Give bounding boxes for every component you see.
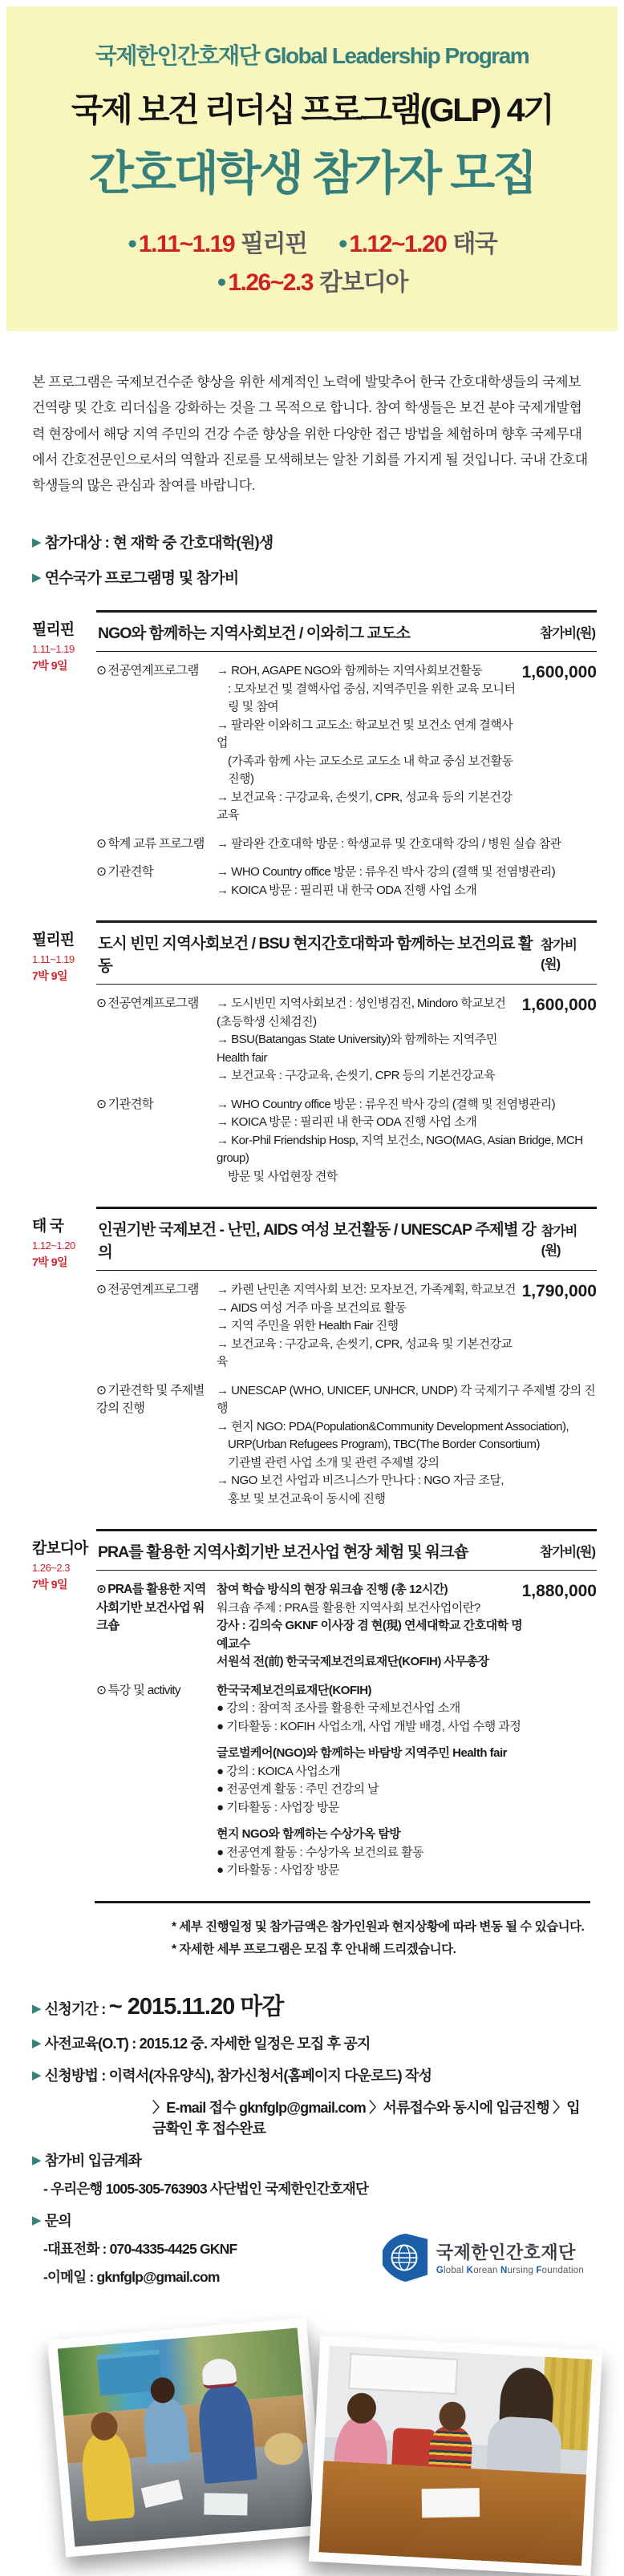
circle-dot-icon: ⊙ <box>96 1097 107 1111</box>
contact-phone: -대표전화 : 070-4335-4425 GKNF <box>43 2240 237 2257</box>
triangle-icon: ▶ <box>32 2036 41 2050</box>
program-section-philippines-1 <box>32 610 597 900</box>
triangle-icon: ▶ <box>32 2001 41 2016</box>
program-line: → 카렌 난민촌 지역사회 보건: 모자보건, 가족계획, 학교보건 <box>217 1283 516 1297</box>
date-label: 1.11~1.19 <box>32 953 75 966</box>
program-line: ● 기타활동 : KOFIH 사업소개, 사업 개발 배경, 사업 수행 과정 <box>217 1719 521 1733</box>
program-notes <box>95 1901 590 1961</box>
program-line: 글로벌케어(NGO)와 함께하는 바탐방 지역주민 Health fair <box>217 1746 508 1761</box>
program-sections <box>0 610 624 1880</box>
program-line: → 팔라완 간호대학 방문 : 학생교류 및 간호대학 강의 / 병원 실습 참관 <box>217 836 561 851</box>
schedule-item-philippines <box>128 231 313 257</box>
triangle-icon: ▶ <box>32 2213 41 2227</box>
program-line: 방문 및 사업현장 견학 <box>228 1169 338 1183</box>
circle-dot-icon: ⊙ <box>96 664 107 678</box>
dot-icon: ● <box>338 234 347 253</box>
country-label: 필리핀 <box>32 621 75 639</box>
fee-header-label: 참가비(원) <box>541 1224 577 1259</box>
photo-strip <box>0 2322 624 2570</box>
logo-text <box>436 2239 584 2275</box>
fee-header-label: 참가비(원) <box>540 1545 595 1560</box>
duration-label: 7박 9일 <box>32 1256 68 1269</box>
contact-block <box>32 2210 592 2287</box>
program-row <box>96 1581 597 1672</box>
program-line: URP(Urban Refugees Program), TBC(The Border Consortium) <box>228 1438 541 1452</box>
program-line: ● 강의 : KOICA 사업소개 <box>217 1764 341 1778</box>
logo-korean-name: 국제한인간호재단 <box>436 2242 576 2263</box>
program-line: ● 강의 : 참여적 조사를 활용한 국제보건사업 소개 <box>217 1701 460 1716</box>
info-bullets <box>32 531 592 588</box>
program-side <box>32 610 90 900</box>
duration-label: 7박 9일 <box>32 1578 68 1591</box>
apply-period-line <box>32 1988 592 2021</box>
program-title: 국제 보건 리더십 프로그램(GLP) 4기 <box>71 91 553 128</box>
circle-dot-icon: ⊙ <box>96 865 107 880</box>
schedule-dates-text: 1.12~1.20 <box>349 231 447 257</box>
poster-banner <box>6 6 618 331</box>
triangle-icon: ▶ <box>32 536 41 550</box>
bullet-target <box>32 531 592 552</box>
row-label: ⊙ 기관견학 <box>96 865 153 880</box>
program-line: → 팔라완 이와히그 교도소: 학교보건 및 보건소 연계 결핵사업 <box>217 718 513 750</box>
program-line: 기관별 관련 사업 소개 및 관련 주제별 강의 <box>228 1455 440 1470</box>
note-line: * 자세한 세부 프로그램은 모집 후 안내해 드리겠습니다. <box>172 1942 456 1956</box>
dot-icon: ● <box>217 273 226 291</box>
intro-paragraph: 본 프로그램은 국제보건수준 향상을 위한 세계적인 노력에 발맞추어 한국 간호대학생들의 국제보건역량 및 간호 리더십을 강화하는 것을 그 목적으로 합니다. 참여 학생들은 보건 분야 국제개발협력 현장에서 해당 지역 주민의 건강 수준 향상을 위한 다양한 접근 방법을 체험하며 향후 국제무대에서 간호전문인으로서의 역할과 진로를 모색해보는 알찬 기회를 가지게 될 것입니다. 국내 간호대학생들의 많은 관심과 참여를 바랍니다. <box>32 374 588 494</box>
application-info <box>32 1988 592 2287</box>
program-line: 워크숍 주제 : PRA를 활용한 지역사회 보건사업이란? <box>217 1600 480 1615</box>
row-label: ⊙ PRA를 활용한 지역사회기반 보건사업 워크숍 <box>96 1583 206 1633</box>
apply-deadline: ~ 2015.11.20 마감 <box>108 1993 284 2020</box>
program-row <box>96 835 597 854</box>
schedule-country-text: 캄보디아 <box>318 269 407 296</box>
schedule-dates-text: 1.26~2.3 <box>228 269 313 296</box>
schedule-country-text: 태국 <box>452 231 497 257</box>
program-line: 강사 : 김의숙 GKNF 이사장 겸 현(現) 연세대학교 간호대학 명예교수 <box>217 1619 523 1651</box>
program-line: → KOICA 방문 : 필리핀 내 한국 ODA 진행 사업 소개 <box>217 1115 477 1130</box>
bullet-programs-text: 연수국가 프로그램명 및 참가비 <box>44 570 239 588</box>
program-line: → 현지 NGO: PDA(Population&Community Development Association), <box>217 1419 569 1434</box>
program-line: → 보건교육 : 구강교육, 손씻기, CPR 등의 기본건강교육 <box>217 1069 496 1083</box>
triangle-icon: ▶ <box>32 2153 41 2167</box>
program-table-header <box>96 1207 597 1271</box>
program-row <box>96 1096 597 1187</box>
program-row <box>96 1281 597 1372</box>
circle-dot-icon: ⊙ <box>96 1283 107 1297</box>
program-line: : 모자보건 및 결핵사업 중심, 지역주민을 위한 교육 모니터링 및 참여 <box>228 681 516 714</box>
program-line: 한국국제보건의료재단(KOFIH) <box>217 1683 372 1697</box>
program-table-title: 인권기반 국제보건 - 난민, AIDS 여성 보건활동 / UNESCAP 주제별 강의 <box>98 1221 536 1262</box>
country-label: 필리핀 <box>32 932 75 949</box>
row-label: ⊙ 기관견학 <box>96 1097 153 1111</box>
schedule-item-cambodia <box>217 269 407 296</box>
program-section-cambodia <box>32 1529 597 1880</box>
program-row <box>96 1682 597 1880</box>
circle-dot-icon: ⊙ <box>96 836 107 851</box>
duration-label: 7박 9일 <box>32 659 68 673</box>
dot-icon: ● <box>127 234 136 253</box>
triangle-icon: ▶ <box>32 2068 41 2082</box>
schedule-item-thailand <box>338 231 496 257</box>
program-line: 서원석 전(前) 한국국제보건의료재단(KOFIH) 사무총장 <box>217 1655 489 1669</box>
program-line: → ROH, AGAPE NGO와 함께하는 지역사회보건활동 <box>217 664 483 678</box>
apply-method-flow: 〉E-mail 접수 gknfglp@gmail.com 〉서류접수와 동시에 입금진행 〉입금확인 후 접수완료 <box>152 2099 580 2137</box>
circle-dot-icon: ⊙ <box>96 1383 107 1397</box>
circle-dot-icon: ⊙ <box>96 1683 107 1697</box>
orientation-line: ▶ 사전교육(O.T) : 2015.12 중. 자세한 일정은 모집 후 공지 <box>32 2035 371 2052</box>
bullet-programs <box>32 566 592 588</box>
program-row <box>96 1382 597 1509</box>
program-row <box>96 863 597 900</box>
program-line: → KOICA 방문 : 필리핀 내 한국 ODA 진행 사업 소개 <box>217 883 477 897</box>
globe-shield-icon <box>380 2232 430 2283</box>
program-table-title: PRA를 활용한 지역사회기반 보건사업 현장 체험 및 워크숍 <box>98 1543 468 1562</box>
country-label: 태 국 <box>32 1218 63 1235</box>
program-line: 참여 학습 방식의 현장 워크숍 진행 (총 12시간) <box>217 1583 448 1597</box>
program-line: → 보건교육 : 구강교육, 손씻기, CPR, 성교육 및 기본건강교육 <box>217 1337 513 1369</box>
program-row <box>96 662 597 825</box>
row-label: ⊙ 특강 및 activity <box>96 1683 180 1697</box>
program-line: ● 기타활동 : 사업장 방문 <box>217 1863 339 1878</box>
contact-email: -이메일 : gknfglp@gmail.com <box>43 2268 220 2285</box>
country-label: 캄보디아 <box>32 1540 88 1558</box>
date-label: 1.26~2.3 <box>32 1562 70 1575</box>
note-line: * 세부 진행일정 및 참가금액은 참가인원과 현지상황에 따라 변동 될 수 있습니다. <box>172 1919 585 1934</box>
program-line: → 도시빈민 지역사회보건 : 성인병검진, Mindoro 학교보건 (초등학생 신체검진) <box>217 997 506 1029</box>
program-table-title: 도시 빈민 지역사회보건 / BSU 현지간호대학과 함께하는 보건의료 활동 <box>98 935 533 976</box>
circle-dot-icon: ⊙ <box>96 1583 107 1597</box>
program-line: → WHO Country office 방문 : 류우진 박사 강의 (결핵 및 전염병관리) <box>217 1097 556 1111</box>
recruit-subtitle: 간호대학생 참가자 모집 <box>88 148 536 200</box>
program-line: → 보건교육 : 구강교육, 손씻기, CPR, 성교육 등의 기본건강교육 <box>217 790 513 823</box>
program-table-header <box>96 920 597 985</box>
row-label: ⊙ 학계 교류 프로그램 <box>96 836 205 851</box>
logo-english-name: Global Korean Nursing Foundation <box>436 2266 584 2276</box>
bullet-target-text: 참가대상 : 현 재학 중 간호대학(원)생 <box>44 535 274 552</box>
program-side <box>32 1529 90 1880</box>
row-label: ⊙ 전공연계프로그램 <box>96 997 199 1011</box>
program-line: → Kor-Phil Friendship Hosp, 지역 보건소, NGO(MAG, Asian Bridge, MCH group) <box>217 1133 583 1166</box>
schedule-dates <box>13 224 611 297</box>
circle-dot-icon: ⊙ <box>96 997 107 1011</box>
triangle-icon: ▶ <box>32 571 41 585</box>
program-line: 현지 NGO와 함께하는 수상가옥 탐방 <box>217 1827 401 1842</box>
program-line: 홍보 및 보건교육이 동시에 진행 <box>228 1491 386 1506</box>
program-table-title: NGO와 함께하는 지역사회보건 / 이와히그 교도소 <box>98 625 410 643</box>
program-table-header <box>96 610 597 652</box>
program-line: → 지역 주민을 위한 Health Fair 진행 <box>217 1319 399 1333</box>
date-label: 1.11~1.19 <box>32 643 75 656</box>
schedule-country-text: 필리핀 <box>241 231 307 257</box>
program-section-thailand <box>32 1207 597 1508</box>
fee-value: 1,880,000 <box>521 1582 597 1601</box>
program-line: → WHO Country office 방문 : 류우진 박사 강의 (결핵 및 전염병관리) <box>217 865 556 880</box>
program-table-header <box>96 1529 597 1571</box>
organization-line: 국제한인간호재단 Global Leadership Program <box>95 43 529 68</box>
row-label: ⊙ 기관견학 및 주제별 강의 진행 <box>96 1383 205 1416</box>
program-side <box>32 1207 90 1508</box>
program-section-philippines-2 <box>32 920 597 1186</box>
program-line: ● 전공연계 활동 : 주민 건강의 날 <box>217 1782 379 1797</box>
program-line: → AIDS 여성 거주 마을 보건의료 활동 <box>217 1300 407 1315</box>
duration-label: 7박 9일 <box>32 969 68 983</box>
row-label: ⊙ 전공연계프로그램 <box>96 1283 199 1297</box>
fee-value: 1,600,000 <box>521 996 597 1015</box>
program-row <box>96 995 597 1086</box>
program-line: ● 전공연계 활동 : 수상가옥 보건의료 활동 <box>217 1845 424 1859</box>
gknf-logo <box>380 2232 584 2283</box>
program-line: → BSU(Batangas State University)와 함께하는 지역주민 Health fair <box>217 1033 497 1065</box>
photo-health-checkup <box>309 2335 602 2576</box>
program-line: ● 기타활동 : 사업장 방문 <box>217 1800 339 1814</box>
contact-label: ▶ 문의 <box>32 2212 71 2229</box>
apply-method-line: ▶ 신청방법 : 이력서(자유양식), 참가신청서(홈페이지 다운로드) 작성 <box>32 2067 432 2084</box>
program-side <box>32 920 90 1186</box>
fee-value: 1,790,000 <box>521 1282 597 1301</box>
fee-header-label: 참가비(원) <box>540 626 595 641</box>
row-label: ⊙ 전공연계프로그램 <box>96 664 199 678</box>
fee-header-label: 참가비(원) <box>541 938 577 973</box>
photo-dental-education <box>47 2317 325 2557</box>
schedule-dates-text: 1.11~1.19 <box>138 231 235 257</box>
program-line: (가족과 함께 사는 교도소로 교도소 내 학교 중심 보건활동 진행) <box>228 754 513 787</box>
bank-account-value: - 우리은행 1005-305-763903 사단법인 국제한인간호재단 <box>43 2180 369 2197</box>
date-label: 1.12~1.20 <box>32 1239 75 1252</box>
program-line: → UNESCAP (WHO, UNICEF, UNHCR, UNDP) 각 국제기구 주제별 강의 진행 <box>217 1383 596 1416</box>
bank-account-label: ▶ 참가비 입금계좌 <box>32 2152 142 2169</box>
apply-period-label: 신청기간 : <box>44 2000 109 2017</box>
program-line: → NGO 보건 사업과 비즈니스가 만나다 : NGO 자금 조달, <box>217 1474 504 1488</box>
fee-value: 1,600,000 <box>521 663 597 682</box>
